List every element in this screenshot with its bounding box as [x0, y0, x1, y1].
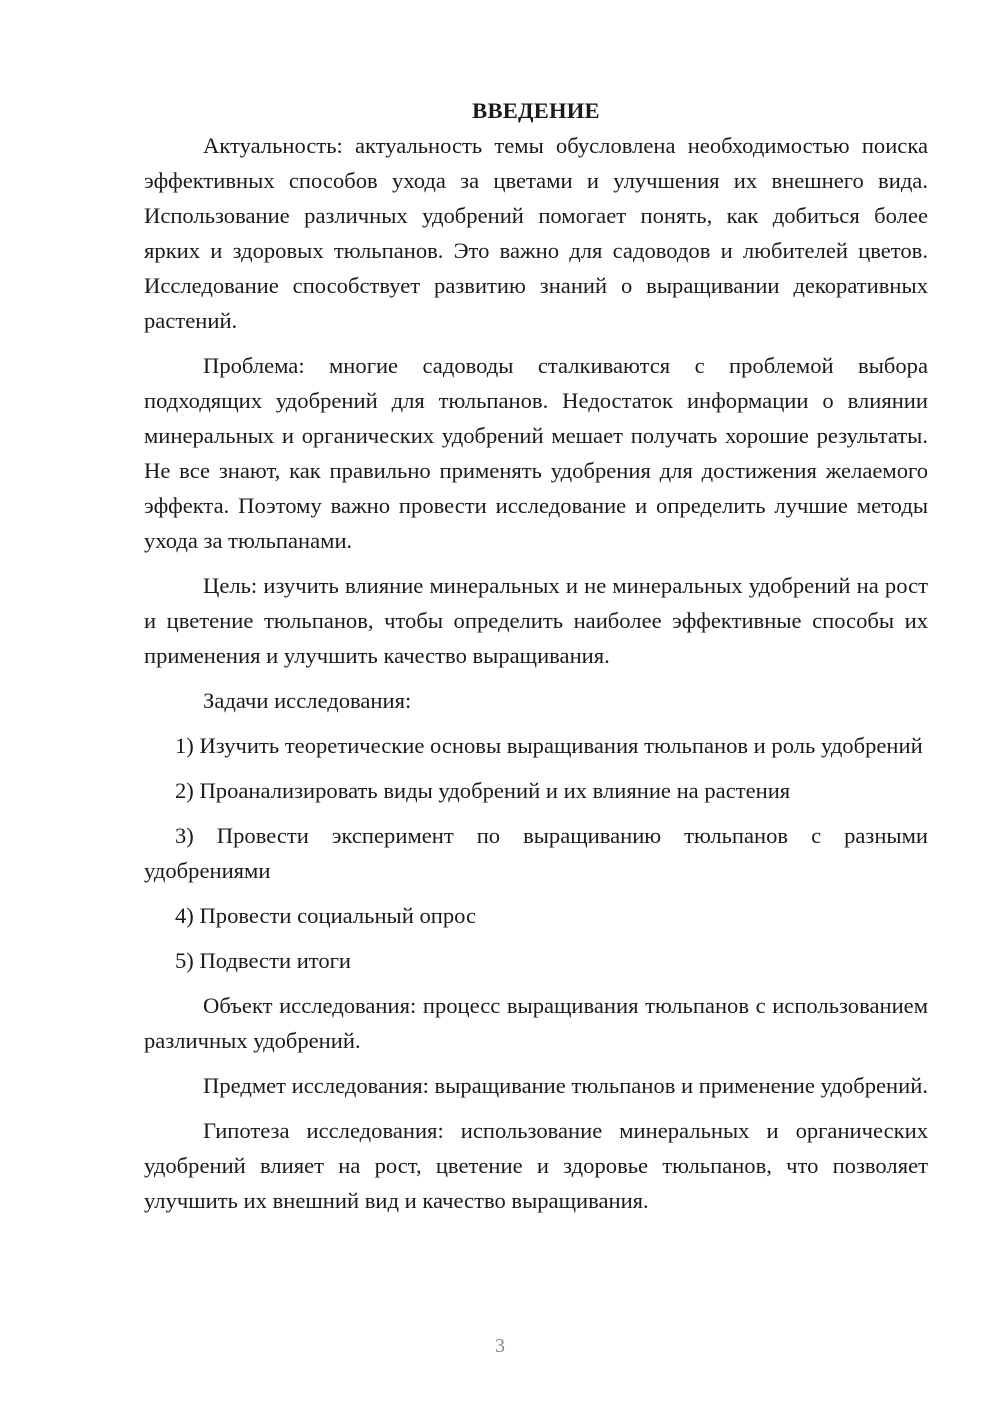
page-content — [144, 93, 928, 1228]
relevance-paragraph: Актуальность: актуальность темы обусловлена необходимостью поиска эффективных способов ухода за цветами и улучшения их внешнего вида. Использование различных удобрений помогает понять, как добиться более ярких и здоровых тюльпанов. Это важно для садоводов и любителей цветов. Исследование способствует развитию знаний о выращивании декоративных растений. — [144, 133, 928, 333]
goal-paragraph: Цель: изучить влияние минеральных и не минеральных удобрений на рост и цветение тюльпанов, чтобы определить наиболее эффективные способы их применения и улучшить качество выращивания. — [144, 573, 928, 668]
tasks-heading: Задачи исследования: — [203, 688, 412, 713]
tasks-list — [144, 728, 928, 978]
page-number: 3 — [495, 1335, 505, 1357]
subject-paragraph: Предмет исследования: выращивание тюльпанов и применение удобрений. — [203, 1073, 928, 1098]
object-paragraph: Объект исследования: процесс выращивания тюльпанов с использованием различных удобрений. — [144, 993, 928, 1053]
section-heading: ВВЕДЕНИЕ — [472, 98, 600, 123]
list-item: 1) Изучить теоретические основы выращивания тюльпанов и роль удобрений — [175, 733, 923, 758]
list-item: 5) Подвести итоги — [175, 948, 352, 973]
hypothesis-paragraph: Гипотеза исследования: использование минеральных и органических удобрений влияет на рост, цветение и здоровье тюльпанов, что позволяет улучшить их внешний вид и качество выращивания. — [144, 1118, 928, 1213]
list-item: 2) Проанализировать виды удобрений и их влияние на растения — [175, 778, 791, 803]
problem-paragraph: Проблема: многие садоводы сталкиваются с проблемой выбора подходящих удобрений для тюльпанов. Недостаток информации о влиянии минеральных и органических удобрений мешает получать хорошие результаты. Не все знают, как правильно применять удобрения для достижения желаемого эффекта. Поэтому важно провести исследование и определить лучшие методы ухода за тюльпанами. — [144, 353, 928, 553]
list-item: 3) Провести эксперимент по выращиванию тюльпанов с разными удобрениями — [144, 823, 928, 883]
list-item: 4) Провести социальный опрос — [175, 903, 477, 928]
